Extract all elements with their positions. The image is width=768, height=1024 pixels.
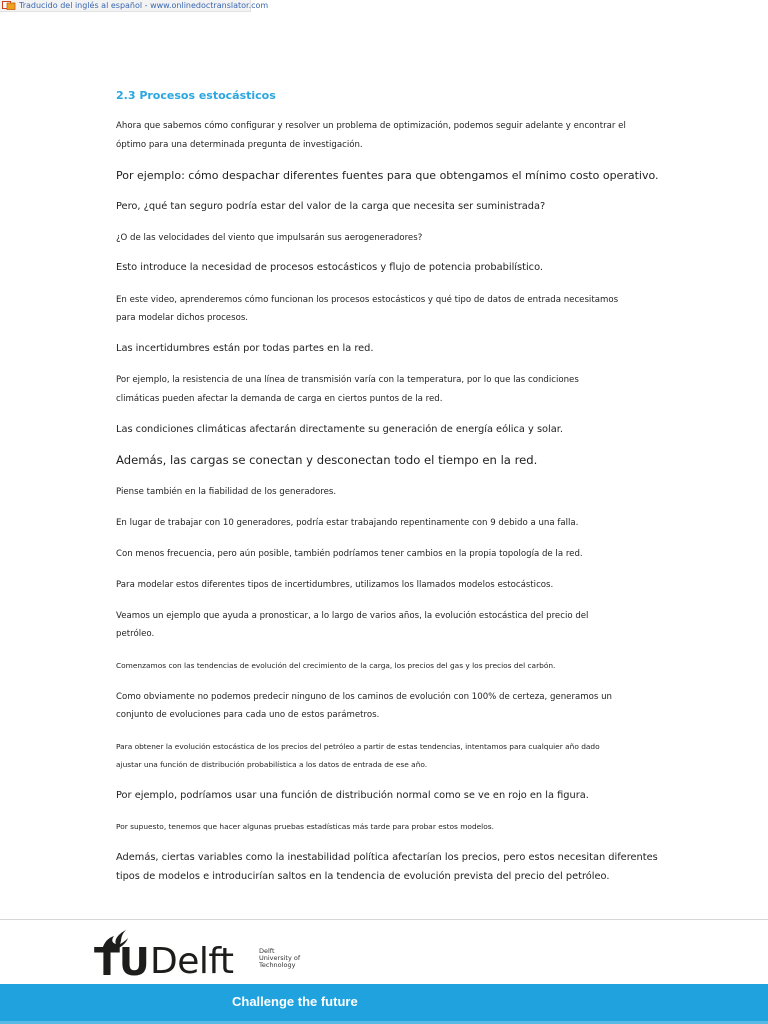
paragraph-line: Las condiciones climáticas afectarán directamente su generación de energía eólica y solar. <box>116 424 564 435</box>
paragraph-line: En lugar de trabajar con 10 generadores, podría estar trabajando repentinamente con 9 debido a una falla. <box>116 518 579 528</box>
translator-icon <box>2 1 16 10</box>
logo-sub-line: Delft <box>259 947 275 955</box>
paragraph-line: En este video, aprenderemos cómo funcionan los procesos estocásticos y qué tipo de datos de entrada necesitamos <box>116 295 619 305</box>
paragraph-line: Además, las cargas se conectan y desconectan todo el tiempo en la red. <box>116 453 538 467</box>
logo-tu-text: TU <box>94 940 149 984</box>
paragraph-line: Pero, ¿qué tan seguro podría estar del valor de la carga que necesita ser suministrada? <box>116 201 546 212</box>
paragraph-line: tipos de modelos e introducirían saltos en la tendencia de evolución prevista del precio del petróleo. <box>116 871 610 882</box>
logo-delft-text: Delft <box>150 941 234 982</box>
translator-link[interactable]: Traducido del inglés al español - www.onlinedoctranslator.com <box>19 0 269 10</box>
paragraph-line: Por ejemplo: cómo despachar diferentes fuentes para que obtengamos el mínimo costo operativo. <box>116 169 659 182</box>
paragraph-line: Por supuesto, tenemos que hacer algunas pruebas estadísticas más tarde para probar estos modelos. <box>116 822 494 831</box>
logo-subtitle <box>259 948 319 969</box>
paragraph-line: Con menos frecuencia, pero aún posible, también podríamos tener cambios en la propia topología de la red. <box>116 549 583 559</box>
paragraph-line: Para obtener la evolución estocástica de los precios del petróleo a partir de estas tendencias, intentamos para cualquier año dado <box>116 742 600 751</box>
paragraph-line: Esto introduce la necesidad de procesos estocásticos y flujo de potencia probabilístico. <box>116 262 544 273</box>
slogan-text: Challenge the future <box>232 994 358 1009</box>
paragraph-line: Comenzamos con las tendencias de evolución del crecimiento de la carga, los precios del gas y los precios del carbón. <box>116 661 556 670</box>
footer-banner <box>0 984 768 1024</box>
paragraph-line: óptimo para una determinada pregunta de investigación. <box>116 140 363 150</box>
translator-banner[interactable] <box>0 0 269 12</box>
tudelft-logo <box>94 928 301 984</box>
logo-sub-line: University of <box>259 954 301 962</box>
paragraph-line: climáticas pueden afectar la demanda de carga en ciertos puntos de la red. <box>116 394 443 404</box>
paragraph-line: Por ejemplo, la resistencia de una línea de transmisión varía con la temperatura, por lo que las condiciones <box>116 375 579 385</box>
paragraph-line: petróleo. <box>116 629 155 639</box>
paragraph-line: ajustar una función de distribución probabilística a los datos de entrada de ese año. <box>116 760 428 769</box>
paragraph-line: Ahora que sabemos cómo configurar y resolver un problema de optimización, podemos seguir adelante y encontrar el <box>116 121 626 131</box>
paragraph-line: conjunto de evoluciones para cada uno de estos parámetros. <box>116 710 380 720</box>
paragraph-line: Para modelar estos diferentes tipos de incertidumbres, utilizamos los llamados modelos estocásticos. <box>116 580 554 590</box>
paragraph-line: Además, ciertas variables como la inestabilidad política afectarían los precios, pero estos necesitan diferentes <box>116 852 658 863</box>
paragraph-line: ¿O de las velocidades del viento que impulsarán sus aerogeneradores? <box>116 233 423 243</box>
paragraph-line: para modelar dichos procesos. <box>116 313 249 323</box>
logo-sub-line: Technology <box>259 961 296 969</box>
section-heading: 2.3 Procesos estocásticos <box>116 89 276 102</box>
paragraph-line: Veamos un ejemplo que ayuda a pronosticar, a lo largo de varios años, la evolución estocástica del precio del <box>116 611 589 621</box>
paragraph-line: Piense también en la fiabilidad de los generadores. <box>116 487 337 497</box>
paragraph-line: Por ejemplo, podríamos usar una función de distribución normal como se ve en rojo en la figura. <box>116 790 589 801</box>
paragraph-line: Las incertidumbres están por todas partes en la red. <box>116 343 374 354</box>
footer-divider <box>0 919 768 920</box>
paragraph-line: Como obviamente no podemos predecir ninguno de los caminos de evolución con 100% de certeza, generamos un <box>116 692 612 702</box>
